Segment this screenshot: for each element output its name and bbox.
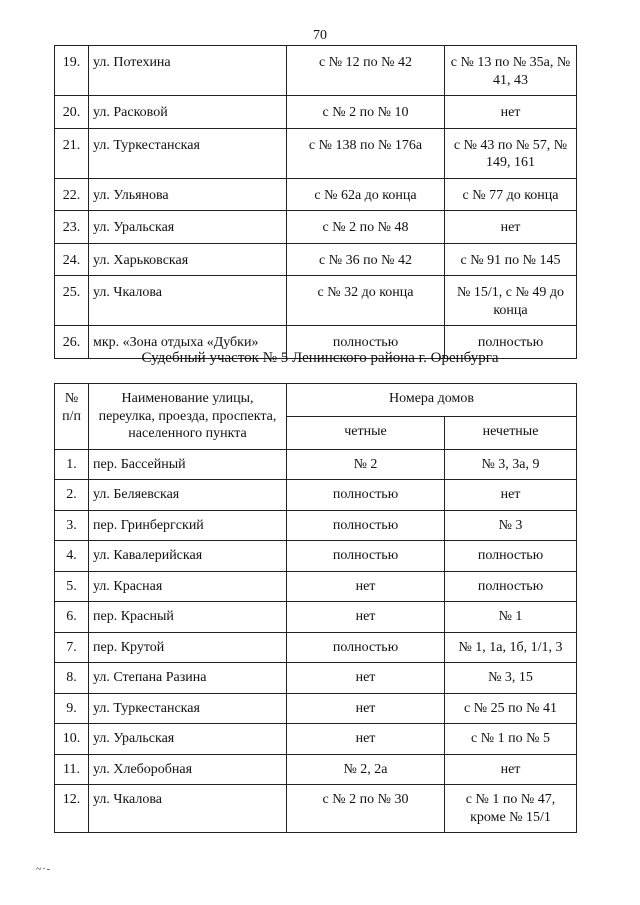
even-houses: с № 36 по № 42: [287, 243, 445, 276]
even-houses: с № 2 по № 30: [287, 785, 445, 833]
street-name: мкр. «Зона отдыха «Дубки»: [89, 326, 287, 359]
even-houses: полностью: [287, 480, 445, 511]
street-name: пер. Красный: [89, 602, 287, 633]
row-number: 24.: [55, 243, 89, 276]
street-name: ул. Расковой: [89, 96, 287, 129]
even-houses: с № 12 по № 42: [287, 46, 445, 96]
table-row: [55, 276, 577, 326]
row-number: 3.: [55, 510, 89, 541]
street-name: ул. Хлеборобная: [89, 754, 287, 785]
row-number: 20.: [55, 96, 89, 129]
street-name: ул. Туркестанская: [89, 693, 287, 724]
even-houses: нет: [287, 663, 445, 694]
odd-houses: полностью: [445, 571, 577, 602]
row-number: 25.: [55, 276, 89, 326]
even-houses: полностью: [287, 632, 445, 663]
table-row: [55, 663, 577, 694]
header-number: № п/п: [55, 384, 89, 450]
even-houses: с № 138 по № 176а: [287, 128, 445, 178]
row-number: 1.: [55, 449, 89, 480]
table-row: [55, 178, 577, 211]
table-row: [55, 693, 577, 724]
street-name: пер. Бассейный: [89, 449, 287, 480]
odd-houses: с № 43 по № 57, № 149, 161: [445, 128, 577, 178]
odd-houses: № 3: [445, 510, 577, 541]
odd-houses: с № 13 по № 35а, № 41, 43: [445, 46, 577, 96]
even-houses: № 2: [287, 449, 445, 480]
row-number: 26.: [55, 326, 89, 359]
street-name: ул. Беляевская: [89, 480, 287, 511]
odd-houses: № 3, 3а, 9: [445, 449, 577, 480]
even-houses: с № 2 по № 48: [287, 211, 445, 244]
table-row: [55, 785, 577, 833]
row-number: 5.: [55, 571, 89, 602]
table-row: [55, 632, 577, 663]
table-row: [55, 480, 577, 511]
street-name: ул. Степана Разина: [89, 663, 287, 694]
continuation-table-body: [55, 46, 577, 359]
district-table-body: [55, 449, 577, 833]
odd-houses: № 3, 15: [445, 663, 577, 694]
header-odd: нечетные: [445, 416, 577, 449]
table-row: [55, 541, 577, 572]
row-number: 7.: [55, 632, 89, 663]
table-row: [55, 96, 577, 129]
street-name: ул. Туркестанская: [89, 128, 287, 178]
even-houses: полностью: [287, 326, 445, 359]
odd-houses: с № 1 по № 5: [445, 724, 577, 755]
row-number: 21.: [55, 128, 89, 178]
table-row: [55, 571, 577, 602]
row-number: 11.: [55, 754, 89, 785]
table-row: [55, 449, 577, 480]
table-row: [55, 211, 577, 244]
row-number: 19.: [55, 46, 89, 96]
street-name: пер. Гринбергский: [89, 510, 287, 541]
even-houses: с № 2 по № 10: [287, 96, 445, 129]
even-houses: полностью: [287, 510, 445, 541]
odd-houses: № 1, 1а, 1б, 1/1, 3: [445, 632, 577, 663]
even-houses: с № 32 до конца: [287, 276, 445, 326]
street-name: ул. Харьковская: [89, 243, 287, 276]
odd-houses: с № 77 до конца: [445, 178, 577, 211]
even-houses: нет: [287, 602, 445, 633]
even-houses: нет: [287, 571, 445, 602]
odd-houses: с № 1 по № 47, кроме № 15/1: [445, 785, 577, 833]
header-house-numbers: Номера домов: [287, 384, 577, 417]
table-row: [55, 128, 577, 178]
table-row: [55, 754, 577, 785]
row-number: 12.: [55, 785, 89, 833]
row-number: 9.: [55, 693, 89, 724]
row-number: 22.: [55, 178, 89, 211]
street-name: ул. Чкалова: [89, 276, 287, 326]
street-name: пер. Крутой: [89, 632, 287, 663]
even-houses: полностью: [287, 541, 445, 572]
street-name: ул. Уральская: [89, 724, 287, 755]
table-row: [55, 602, 577, 633]
table-row: [55, 243, 577, 276]
row-number: 4.: [55, 541, 89, 572]
row-number: 10.: [55, 724, 89, 755]
odd-houses: полностью: [445, 541, 577, 572]
even-houses: нет: [287, 724, 445, 755]
street-name: ул. Чкалова: [89, 785, 287, 833]
street-name: ул. Потехина: [89, 46, 287, 96]
row-number: 2.: [55, 480, 89, 511]
page-number: 70: [313, 28, 327, 43]
odd-houses: полностью: [445, 326, 577, 359]
street-name: ул. Ульянова: [89, 178, 287, 211]
table-row: [55, 510, 577, 541]
odd-houses: нет: [445, 480, 577, 511]
row-number: 23.: [55, 211, 89, 244]
footer-scan-mark: ~·-: [36, 864, 52, 875]
header-even: четные: [287, 416, 445, 449]
even-houses: № 2, 2а: [287, 754, 445, 785]
street-name: ул. Кавалерийская: [89, 541, 287, 572]
even-houses: с № 62а до конца: [287, 178, 445, 211]
odd-houses: № 1: [445, 602, 577, 633]
row-number: 6.: [55, 602, 89, 633]
street-name: ул. Уральская: [89, 211, 287, 244]
street-name: ул. Красная: [89, 571, 287, 602]
continuation-table: [54, 45, 577, 359]
table-row: [55, 724, 577, 755]
odd-houses: нет: [445, 96, 577, 129]
district-table-header: [55, 384, 577, 450]
odd-houses: с № 91 по № 145: [445, 243, 577, 276]
odd-houses: нет: [445, 211, 577, 244]
table-row: [55, 46, 577, 96]
odd-houses: нет: [445, 754, 577, 785]
row-number: 8.: [55, 663, 89, 694]
even-houses: нет: [287, 693, 445, 724]
odd-houses: с № 25 по № 41: [445, 693, 577, 724]
district-table: [54, 383, 577, 833]
section-title: Судебный участок № 5 Ленинского района г. Оренбурга: [141, 350, 499, 366]
header-street-name: Наименование улицы, переулка, проезда, проспекта, населенного пункта: [89, 384, 287, 450]
odd-houses: № 15/1, с № 49 до конца: [445, 276, 577, 326]
